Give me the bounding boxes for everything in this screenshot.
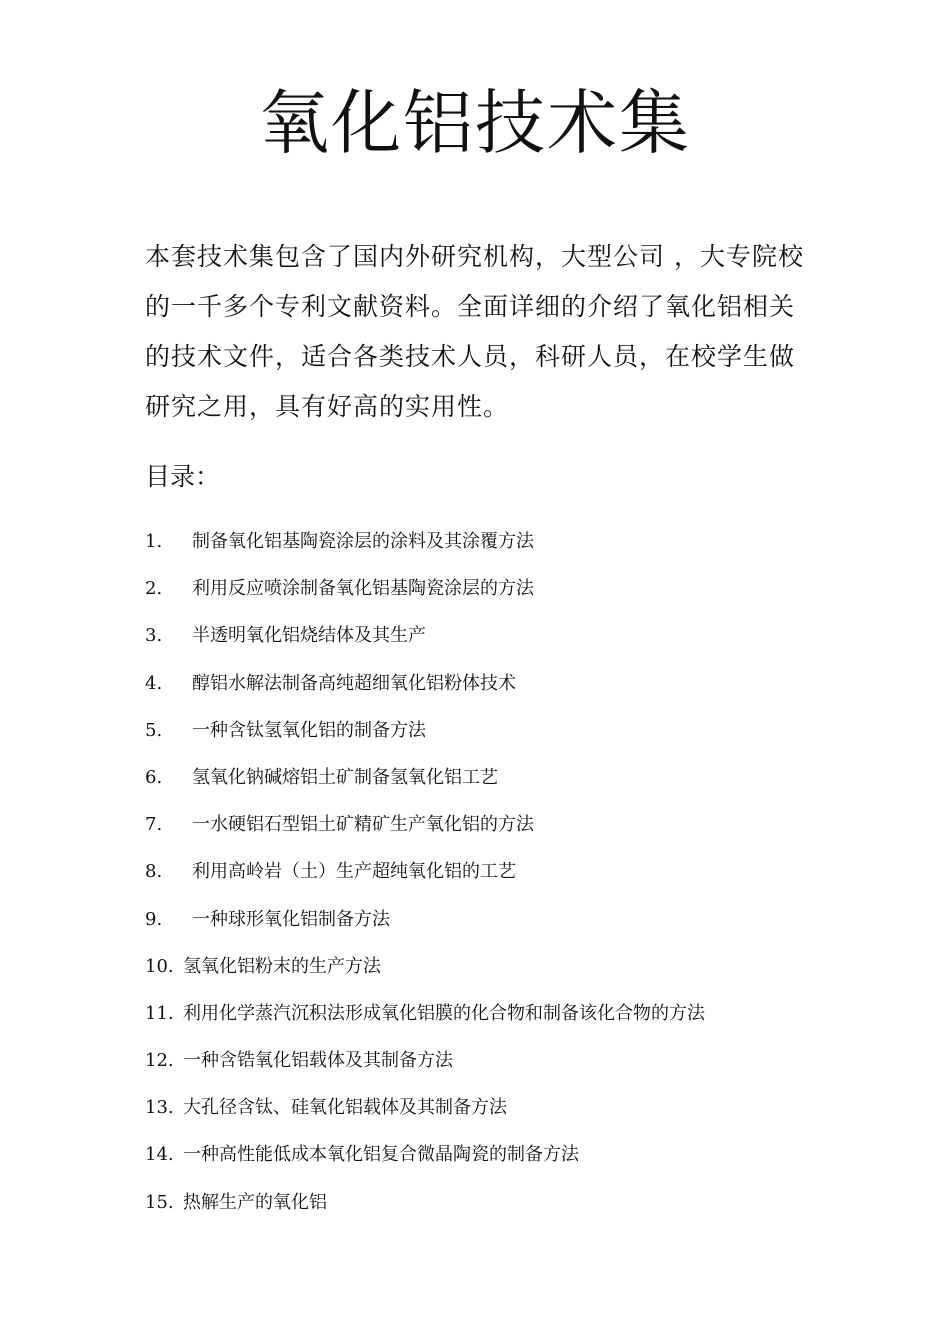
toc-item-number: 11. [145, 1002, 174, 1024]
toc-item-number: 5. [145, 719, 163, 741]
toc-item-title: 半透明氧化铝烧结体及其生产 [192, 625, 426, 647]
toc-item-number: 10. [145, 955, 174, 977]
toc-item [145, 616, 845, 663]
toc-item-number: 3. [145, 625, 163, 647]
document-title: 氧化铝技术集 [259, 82, 691, 164]
toc-item-title: 热解生产的氧化铝 [183, 1191, 327, 1213]
toc-item-number: 6. [145, 766, 163, 788]
toc-item [145, 852, 845, 899]
toc-item-number: 9. [145, 908, 163, 930]
toc-item [145, 664, 845, 711]
toc-item [145, 758, 845, 805]
toc-item-number: 8. [145, 861, 163, 883]
toc-item [145, 569, 845, 616]
toc-item-title: 利用反应喷涂制备氧化铝基陶瓷涂层的方法 [192, 578, 534, 600]
toc-item-title: 一种含锆氧化铝载体及其制备方法 [183, 1050, 453, 1072]
toc-item [145, 1135, 845, 1182]
toc-item-title: 大孔径含钛、硅氧化铝载体及其制备方法 [183, 1097, 507, 1119]
intro-paragraph: 本套技术集包含了国内外研究机构，大型公司 ，大专院校的一千多个专利文献资料。全面详细的介绍了氧化铝相关的技术文件，适合各类技术人员，科研人员，在校学生做研究之用，具有好高的实用性。 [145, 242, 804, 421]
toc-item-title: 一种球形氧化铝制备方法 [192, 908, 390, 930]
toc-item-number: 4. [145, 672, 163, 694]
toc-item-title: 一种含钛氢氧化铝的制备方法 [192, 719, 426, 741]
toc-item-number: 1. [145, 531, 163, 552]
toc-item-number: 14. [145, 1144, 174, 1166]
toc-item-number: 12. [145, 1050, 174, 1072]
toc-item [145, 994, 845, 1041]
toc-item-title: 醇铝水解法制备高纯超细氧化铝粉体技术 [192, 672, 516, 694]
toc-item [145, 1088, 845, 1135]
toc-item [145, 1041, 845, 1088]
toc-item [145, 947, 845, 994]
toc-item [145, 522, 845, 569]
toc-item-title: 制备氧化铝基陶瓷涂层的涂料及其涂覆方法 [192, 531, 534, 552]
toc-item [145, 1183, 845, 1230]
toc-item-title: 氢氧化钠碱熔铝土矿制备氢氧化铝工艺 [192, 766, 498, 788]
toc-item-title: 利用化学蒸汽沉积法形成氧化铝膜的化合物和制备该化合物的方法 [183, 1002, 705, 1024]
table-of-contents [145, 522, 845, 1230]
toc-item [145, 711, 845, 758]
toc-item-number: 7. [145, 814, 163, 836]
toc-item-title: 一种高性能低成本氧化铝复合微晶陶瓷的制备方法 [183, 1144, 579, 1166]
toc-item-number: 2. [145, 578, 163, 600]
toc-item-number: 15. [145, 1191, 174, 1213]
toc-item-title: 氢氧化铝粉末的生产方法 [183, 955, 381, 977]
toc-item-title: 一水硬铝石型铝土矿精矿生产氧化铝的方法 [192, 814, 534, 836]
toc-item-title: 利用高岭岩（土）生产超纯氧化铝的工艺 [192, 861, 516, 883]
toc-item [145, 805, 845, 852]
toc-item [145, 900, 845, 947]
toc-item-number: 13. [145, 1097, 174, 1119]
toc-heading: 目录： [145, 462, 221, 491]
